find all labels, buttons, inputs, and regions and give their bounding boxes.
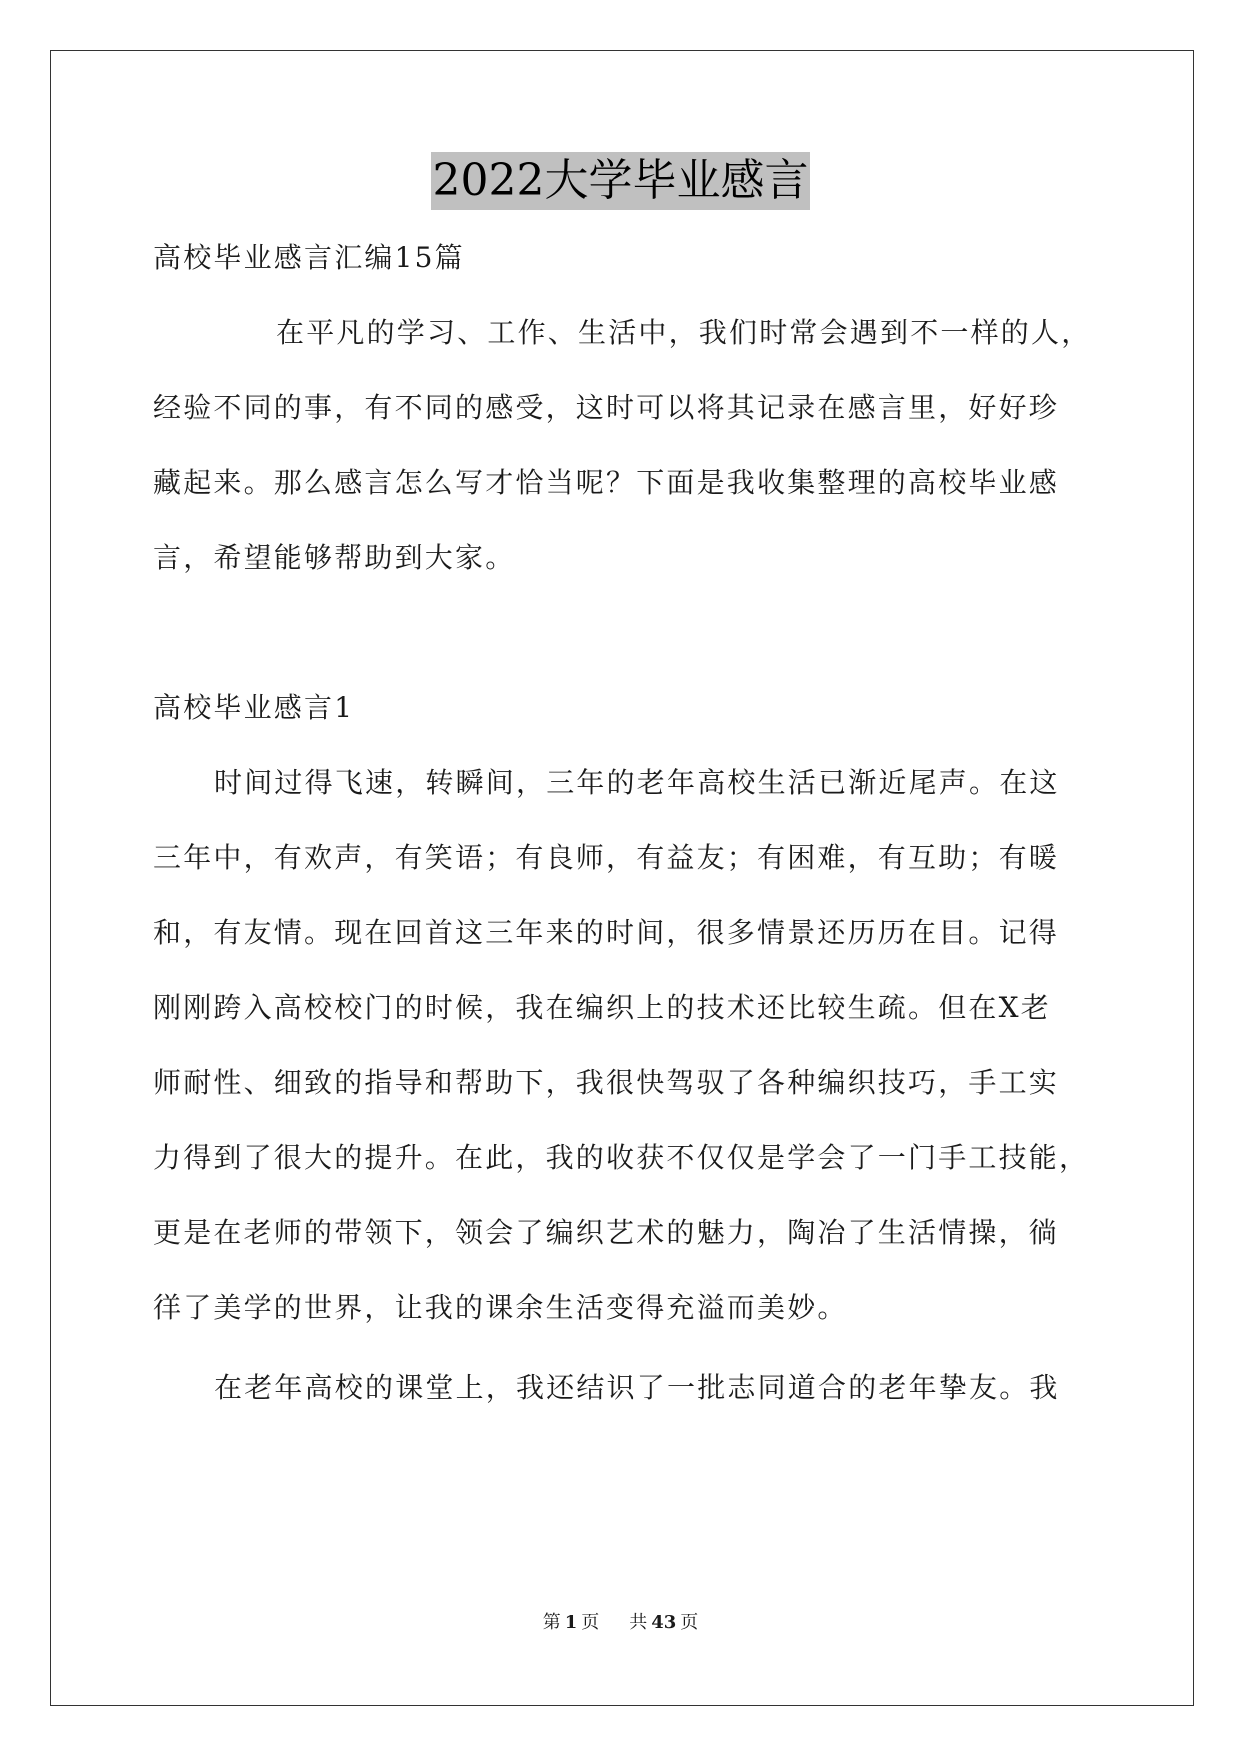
section-heading: 高校毕业感言1	[153, 691, 355, 724]
body-line: 师耐性、细致的指导和帮助下，我很快驾驭了各种编织技巧，手工实	[153, 1066, 1060, 1099]
page-prefix: 第	[542, 1612, 561, 1633]
body-line: 徉了美学的世界，让我的课余生活变得充溢而美妙。	[153, 1291, 848, 1324]
intro-line: 经验不同的事，有不同的感受，这时可以将其记录在感言里，好好珍	[153, 391, 1060, 424]
intro-line: 在平凡的学习、工作、生活中，我们时常会遇到不一样的人，	[276, 316, 1092, 349]
body-line: 更是在老师的带领下，领会了编织艺术的魅力，陶冶了生活情操，徜	[153, 1216, 1060, 1249]
document-title: 2022大学毕业感言	[431, 152, 811, 210]
total-prefix: 共	[629, 1612, 648, 1633]
intro-line: 言，希望能够帮助到大家。	[153, 541, 516, 574]
page-footer	[0, 1608, 1241, 1634]
title-block	[0, 152, 1241, 210]
body-line: 刚刚跨入高校校门的时候，我在编织上的技术还比较生疏。但在X老	[153, 991, 1051, 1024]
intro-line: 藏起来。那么感言怎么写才恰当呢？下面是我收集整理的高校毕业感	[153, 466, 1060, 499]
page-border	[50, 50, 1194, 1706]
subtitle: 高校毕业感言汇编15篇	[153, 241, 465, 274]
body-line: 和，有友情。现在回首这三年来的时间，很多情景还历历在目。记得	[153, 916, 1060, 949]
total-pages: 43	[651, 1612, 677, 1633]
page-suffix: 页	[581, 1612, 600, 1633]
body-line: 力得到了很大的提升。在此，我的收获不仅仅是学会了一门手工技能，	[153, 1141, 1090, 1174]
body-line: 时间过得飞速，转瞬间，三年的老年高校生活已渐近尾声。在这	[214, 766, 1060, 799]
total-suffix: 页	[680, 1612, 699, 1633]
page-number: 1	[564, 1612, 578, 1633]
body-line: 在老年高校的课堂上，我还结识了一批志同道合的老年挚友。我	[214, 1371, 1060, 1404]
body-line: 三年中，有欢声，有笑语；有良师，有益友；有困难，有互助；有暖	[153, 841, 1060, 874]
